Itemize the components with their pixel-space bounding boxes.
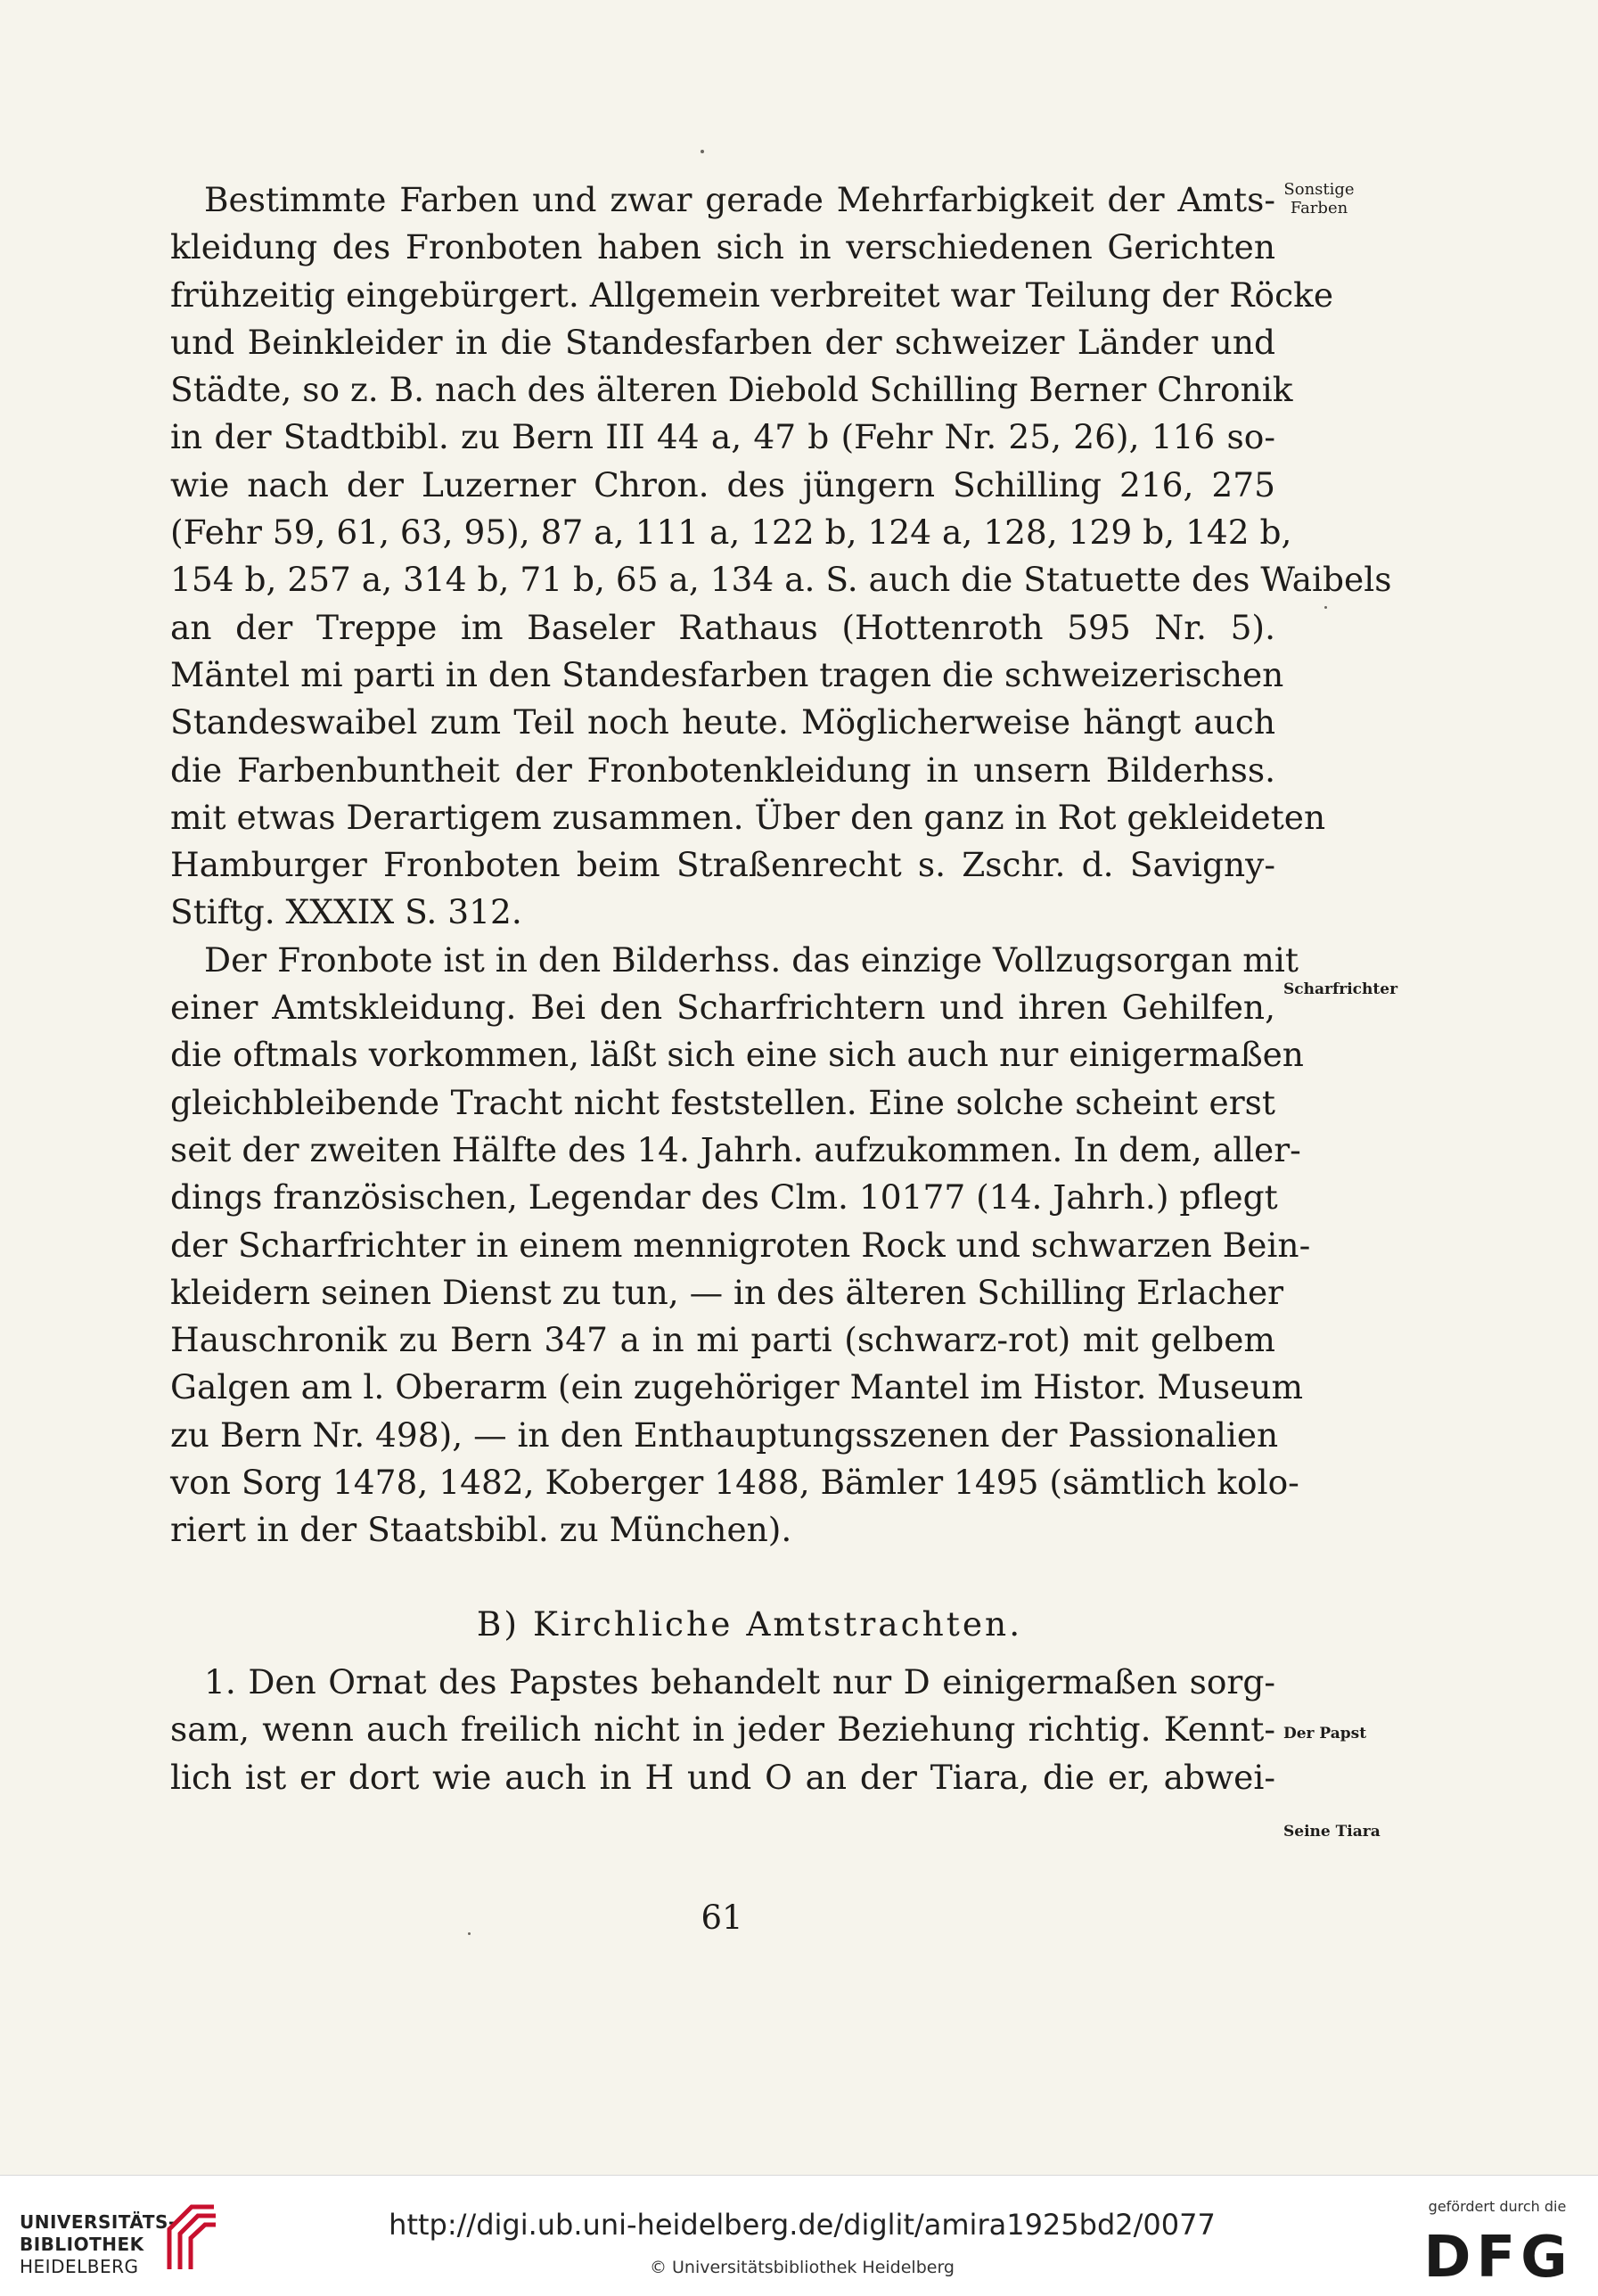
text-line: Mäntel mi parti in den Standesfarben tragen die schweizerischen — [170, 654, 1284, 694]
text-line: zu Bern Nr. 498), — in den Enthauptungsszenen der Passionalien — [170, 1414, 1279, 1455]
text-line: die Farbenbuntheit der Fronbotenkleidung in unsern Bilderhss. — [170, 750, 1275, 790]
text-line: die oftmals vorkommen, läßt sich eine sich auch nur einigermaßen — [170, 1035, 1304, 1075]
text-line: Städte, so z. B. nach des älteren Diebold Schilling Berner Chronik — [170, 370, 1293, 410]
text-line: einer Amtskleidung. Bei den Scharfrichtern und ihren Gehilfen, — [170, 988, 1275, 1028]
text-line: 1. Den Ornat des Papstes behandelt nur D einigermaßen sorg- — [204, 1661, 1275, 1702]
text-line: riert in der Staatsbibl. zu München). — [170, 1510, 792, 1550]
text-line: von Sorg 1478, 1482, Koberger 1488, Bämler 1495 (sämtlich kolo- — [170, 1463, 1299, 1503]
text-line: (Fehr 59, 61, 63, 95), 87 a, 111 a, 122 b, 124 a, 128, 129 b, 142 b, — [170, 512, 1292, 553]
page-number: 61 — [701, 1898, 743, 1937]
library-name — [20, 2211, 176, 2278]
paragraph-3 — [170, 1659, 1275, 1801]
paragraph-2 — [170, 937, 1311, 1554]
text-line: lich ist er dort wie auch in H und O an der Tiara, die er, abwei- — [170, 1757, 1275, 1797]
text-line: in der Stadtbibl. zu Bern III 44 a, 47 b (Fehr Nr. 25, 26), 116 so- — [170, 417, 1275, 457]
speck-mark — [468, 1932, 471, 1935]
library-name-line: HEIDELBERG — [20, 2256, 139, 2277]
margin-note-sonstige-farben — [1274, 180, 1364, 217]
library-name-line: BIBLIOTHEK — [20, 2234, 144, 2255]
text-line: Hamburger Fronboten beim Straßenrecht s. Zschr. d. Savigny- — [170, 845, 1275, 885]
text-line: kleidung des Fronboten haben sich in verschiedenen Gerichten — [170, 227, 1275, 267]
text-line: mit etwas Derartigem zusammen. Über den ganz in Rot gekleideten — [170, 797, 1326, 837]
margin-note-line: Sonstige — [1283, 180, 1355, 199]
text-line: 154 b, 257 a, 314 b, 71 b, 65 a, 134 a. S. auch die Statuette des Waibels — [170, 560, 1392, 600]
text-line: Der Fronbote ist in den Bilderhss. das einzige Vollzugsorgan mit — [204, 939, 1299, 980]
dfg-logo: DFG — [1423, 2225, 1573, 2291]
text-line: der Scharfrichter in einem mennigroten Rock und schwarzen Bein- — [170, 1225, 1311, 1265]
text-line: frühzeitig eingebürgert. Allgemein verbreitet war Teilung der Röcke — [170, 275, 1334, 315]
text-line: sam, wenn auch freilich nicht in jeder Beziehung richtig. Kennt- — [170, 1710, 1275, 1750]
text-line: an der Treppe im Baseler Rathaus (Hottenroth 595 Nr. 5). — [170, 607, 1275, 647]
text-line: gleichbleibende Tracht nicht feststellen. Eine solche scheint erst — [170, 1082, 1275, 1122]
text-line: dings französischen, Legendar des Clm. 10177 (14. Jahrh.) pflegt — [170, 1177, 1278, 1218]
text-line: Hauschronik zu Bern 347 a in mi parti (schwarz-rot) mit gelbem — [170, 1320, 1275, 1360]
copyright-notice: © Universitätsbibliothek Heidelberg — [649, 2258, 955, 2277]
margin-note-der-papst: Der Papst — [1283, 1725, 1367, 1742]
speck-mark — [1324, 606, 1327, 609]
text-line: kleidern seinen Dienst zu tun, — in des älteren Schilling Erlacher — [170, 1272, 1284, 1312]
funding-label: gefördert durch die — [1428, 2198, 1567, 2215]
text-line: wie nach der Luzerner Chron. des jüngern Schilling 216, 275 — [170, 464, 1275, 504]
text-line: Standeswaibel zum Teil noch heute. Möglicherweise hängt auch — [170, 702, 1275, 742]
margin-note-scharfrichter: Scharfrichter — [1283, 980, 1398, 998]
text-line: Bestimmte Farben und zwar gerade Mehrfarbigkeit der Amts- — [204, 180, 1275, 219]
text-line: und Beinkleider in die Standesfarben der schweizer Länder und — [170, 322, 1275, 362]
margin-note-seine-tiara: Seine Tiara — [1283, 1823, 1381, 1841]
library-name-line: UNIVERSITÄTS- — [20, 2211, 176, 2233]
text-line: seit der zweiten Hälfte des 14. Jahrh. aufzukommen. In dem, aller- — [170, 1129, 1301, 1169]
library-logo-icon — [160, 2194, 223, 2283]
text-line: Galgen am l. Oberarm (ein zugehöriger Mantel im Histor. Museum — [170, 1367, 1304, 1407]
footer-bar — [0, 2175, 1598, 2296]
text-line: Stiftg. XXXIX S. 312. — [170, 892, 522, 932]
section-heading: B) Kirchliche Amtstrachten. — [476, 1603, 1023, 1644]
permalink-url[interactable]: http://digi.ub.uni-heidelberg.de/diglit/amira1925bd2/0077 — [389, 2208, 1216, 2242]
speck-mark — [701, 150, 704, 153]
margin-note-line: Farben — [1290, 199, 1348, 217]
